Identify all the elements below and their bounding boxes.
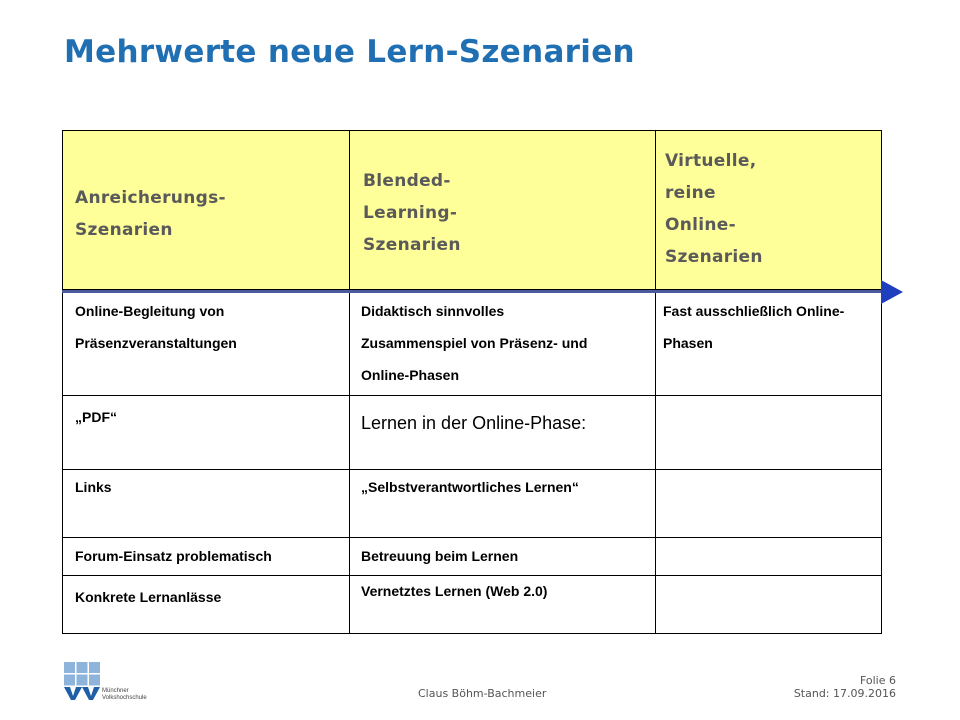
table-cell	[663, 295, 881, 359]
cell-line: Online-Phasen	[361, 367, 460, 383]
column-divider	[349, 131, 350, 633]
page-title: Mehrwerte neue Lern-Szenarien	[64, 34, 635, 70]
vhs-logo-icon	[64, 662, 100, 700]
cell-line: Fast ausschließlich Online-	[663, 303, 845, 319]
row-divider	[63, 469, 881, 470]
row-divider	[63, 395, 881, 396]
logo-line: Münchner	[102, 688, 129, 694]
cell-line: Präsenzveranstaltungen	[75, 335, 237, 351]
table-cell: Forum-Einsatz problematisch	[75, 548, 272, 564]
cell-line: Phasen	[663, 335, 713, 351]
header-line: Learning-	[363, 203, 458, 223]
header-line: Online-	[665, 215, 736, 235]
header-line: Szenarien	[665, 247, 763, 267]
header-line: Szenarien	[75, 220, 173, 240]
slide-date: Stand: 17.09.2016	[793, 687, 896, 700]
table-cell: Vernetztes Lernen (Web 2.0)	[361, 583, 548, 599]
logo-line: Volkshochschule	[102, 695, 147, 701]
cell-line: Zusammenspiel von Präsenz- und	[361, 335, 588, 351]
header-line: Szenarien	[363, 235, 461, 255]
cell-line: Online-Begleitung von	[75, 303, 225, 319]
table-cell	[75, 295, 345, 359]
header-enrichment	[75, 182, 345, 246]
header-blended	[363, 165, 653, 261]
column-divider	[655, 131, 656, 633]
table-cell: Links	[75, 479, 112, 495]
table-cell: Lernen in der Online-Phase:	[361, 413, 587, 433]
table-cell: Konkrete Lernanlässe	[75, 589, 222, 605]
header-line: Anreicherungs-	[75, 188, 226, 208]
arrow-right-icon	[881, 280, 903, 304]
slide-number: Folie 6	[859, 674, 896, 687]
cell-line: Didaktisch sinnvolles	[361, 303, 505, 319]
table-cell: „PDF“	[75, 409, 117, 425]
table-cell: Betreuung beim Lernen	[361, 548, 519, 564]
row-divider	[63, 537, 881, 538]
header-line: Blended-	[363, 171, 451, 191]
logo-text	[102, 688, 147, 702]
progression-arrow-line	[62, 290, 884, 293]
scenario-table	[62, 130, 882, 634]
header-line: reine	[665, 183, 716, 203]
table-cell: „Selbstverantwortliches Lernen“	[361, 479, 579, 495]
footer-author: Claus Böhm-Bachmeier	[418, 687, 547, 700]
table-cell	[361, 295, 653, 391]
header-line: Virtuelle,	[665, 151, 757, 171]
header-virtual	[665, 145, 875, 273]
footer-slide-info	[794, 674, 896, 700]
